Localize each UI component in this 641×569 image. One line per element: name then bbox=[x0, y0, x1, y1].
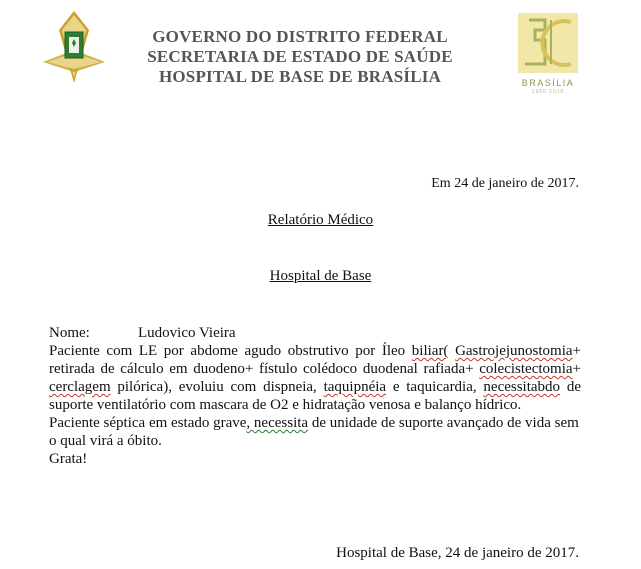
text-segment: de suporte ventilatório com mascara de O2 e hidratação venosa e balanço hídrico. bbox=[49, 379, 581, 413]
text-segment: pilórica), evoluiu com dispneia, bbox=[110, 379, 324, 395]
hospital-title: Hospital de Base bbox=[269, 268, 372, 284]
spellcheck-word: taquipnéia bbox=[323, 379, 387, 395]
header-title-block bbox=[120, 27, 480, 87]
closing-text: Grata! bbox=[49, 451, 88, 467]
report-title: Relatório Médico bbox=[267, 212, 374, 228]
spellcheck-word: Gastrojejunostomia bbox=[455, 343, 573, 359]
brasilia-50-logo bbox=[515, 10, 581, 96]
brasilia-logo-years: 1960 2010 bbox=[531, 89, 565, 95]
patient-name-row bbox=[49, 324, 581, 342]
patient-name-value: Ludovico Vieira bbox=[138, 325, 236, 341]
clinical-status-paragraph bbox=[49, 414, 581, 450]
text-segment: de unidade de suporte avançado de vida sem o qual virá a óbito. bbox=[49, 415, 579, 449]
spellcheck-word: biliar( bbox=[411, 343, 449, 359]
text-segment: Paciente com LE por abdome agudo obstrutivo por Íleo bbox=[49, 343, 412, 359]
header-government: GOVERNO DO DISTRITO FEDERAL bbox=[152, 27, 448, 46]
report-body bbox=[49, 324, 581, 468]
date-line-bottom: Hospital de Base, 24 de janeiro de 2017. bbox=[336, 545, 579, 561]
header-secretariat: SECRETARIA DE ESTADO DE SAÚDE bbox=[147, 47, 453, 66]
text-segment: + bbox=[572, 361, 581, 377]
grammar-check-word: , necessita bbox=[246, 415, 309, 431]
df-coat-of-arms-logo bbox=[41, 10, 107, 84]
spellcheck-word: colecistectomia bbox=[479, 361, 573, 377]
brasilia-logo-text: BRASÍLIA bbox=[521, 78, 575, 88]
spellcheck-word: necessitabdo bbox=[483, 379, 561, 395]
clinical-history-paragraph bbox=[49, 342, 581, 414]
date-line-top: Em 24 de janeiro de 2017. bbox=[431, 176, 579, 191]
text-segment: e taquicardia, bbox=[386, 379, 484, 395]
text-segment: Paciente séptica em estado grave bbox=[49, 415, 247, 431]
spellcheck-word: cerclagem bbox=[49, 379, 111, 395]
text-segment: + retirada de cálculo em duodeno+ fístulo colédoco duodenal rafiada+ bbox=[49, 343, 582, 377]
header-hospital: HOSPITAL DE BASE DE BRASÍLIA bbox=[158, 67, 442, 86]
patient-name-label: Nome: bbox=[49, 325, 90, 341]
